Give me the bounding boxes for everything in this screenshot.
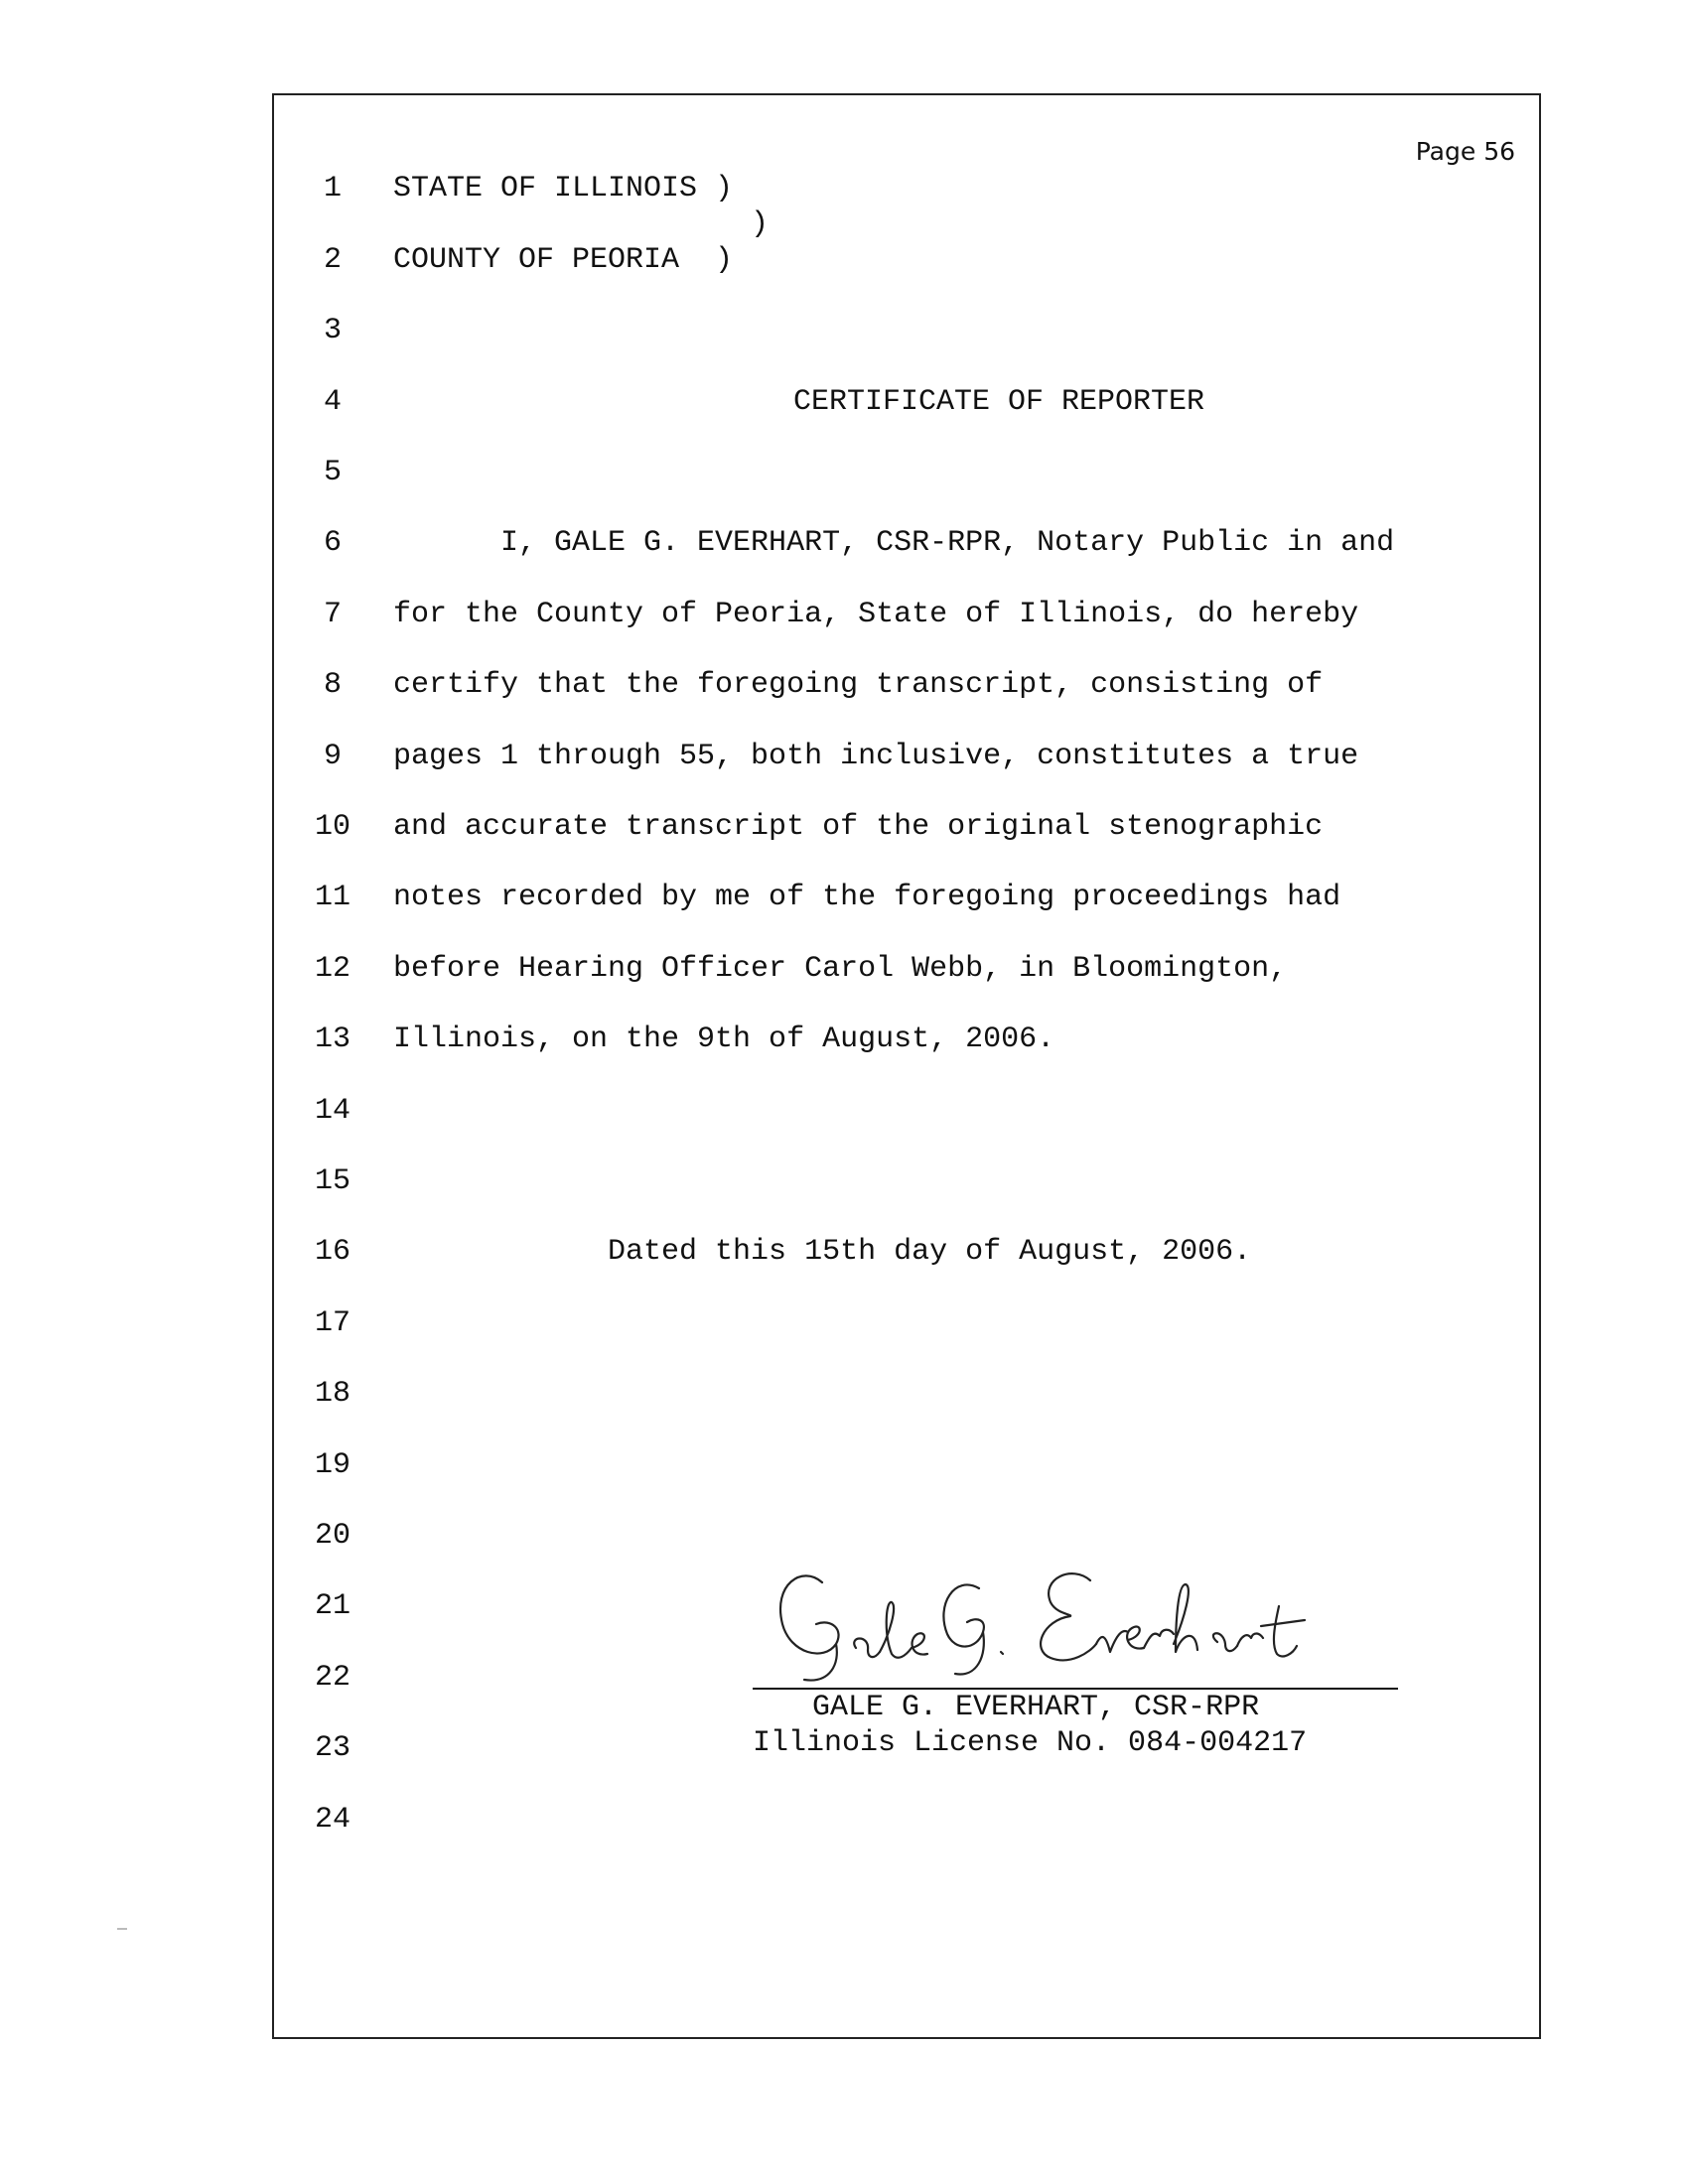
dated-line: Dated this 15th day of August, 2006. [393,1235,1252,1269]
line-number: 1 [323,172,342,205]
line-number: 13 [314,1023,351,1056]
line-number: 18 [314,1377,351,1411]
line-number: 10 [314,810,351,844]
scan-mark [117,1928,127,1930]
body-line: notes recorded by me of the foregoing proceedings had [393,881,1341,914]
line-number: 24 [314,1803,351,1837]
body-line: for the County of Peoria, State of Illinois, do hereby [393,598,1359,631]
body-line: before Hearing Officer Carol Webb, in Bloomington, [393,952,1288,986]
reporter-name: GALE G. EVERHART, CSR-RPR [812,1691,1260,1724]
line-number: 17 [314,1306,351,1340]
body-line: and accurate transcript of the original stenographic [393,810,1324,844]
handwritten-signature [753,1525,1398,1694]
caption-state: STATE OF ILLINOIS ) [393,172,734,205]
line-number: 2 [323,243,342,277]
line-number: 5 [323,456,342,489]
body-line: pages 1 through 55, both inclusive, constitutes a true [393,740,1359,773]
line-number: 21 [314,1589,351,1623]
reporter-license: Illinois License No. 084-004217 [753,1726,1308,1760]
body-line: I, GALE G. EVERHART, CSR-RPR, Notary Public in and [393,526,1395,560]
body-line: Illinois, on the 9th of August, 2006. [393,1023,1055,1056]
line-number: 6 [323,526,342,560]
line-number: 20 [314,1519,351,1553]
transcript-page [272,93,1541,2039]
line-number: 4 [323,385,342,419]
line-number: 14 [314,1094,351,1128]
line-number: 16 [314,1235,351,1269]
line-number: 3 [323,314,342,347]
caption-county: COUNTY OF PEORIA ) [393,243,734,277]
line-number: 9 [323,740,342,773]
line-number: 8 [323,668,342,702]
caption-paren: ) [751,207,770,241]
line-number: 11 [314,881,351,914]
line-number: 7 [323,598,342,631]
line-number: 15 [314,1164,351,1198]
line-number: 23 [314,1731,351,1765]
body-line: certify that the foregoing transcript, consisting of [393,668,1324,702]
signature-block [753,1525,1398,1783]
line-number: 12 [314,952,351,986]
certificate-heading: CERTIFICATE OF REPORTER [792,385,1205,419]
page-number: Page 56 [1415,137,1515,166]
line-number: 19 [314,1448,351,1482]
line-number: 22 [314,1661,351,1695]
